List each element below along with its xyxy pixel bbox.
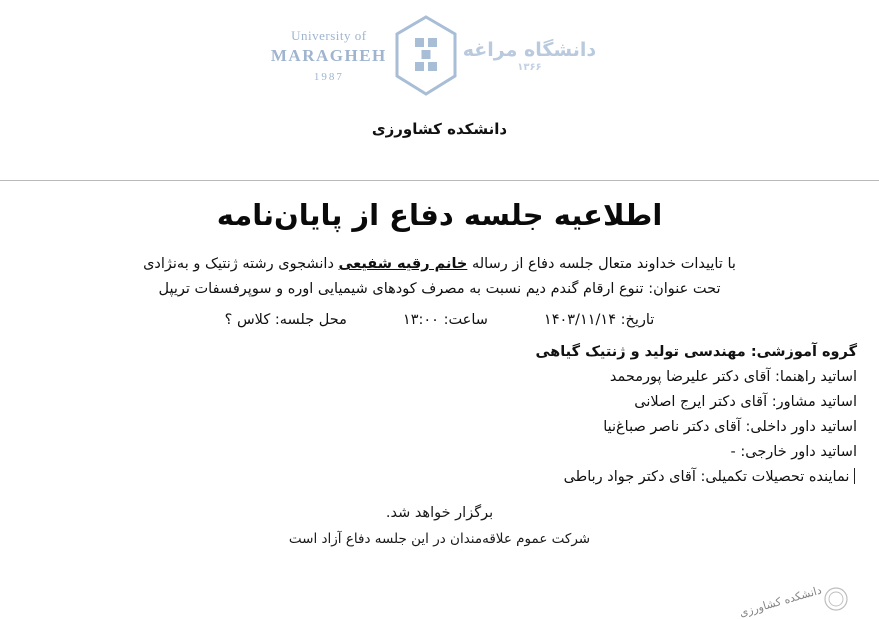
footer-watermark: دانشکده کشاورزی <box>737 583 824 619</box>
closing-line-1: برگزار خواهد شد. <box>385 505 494 521</box>
detail-label: اساتید داور خارجی: <box>740 444 857 460</box>
detail-row <box>22 465 857 490</box>
closing-line-2: شرکت عموم علاقه‌مندان در این جلسه دفاع آزاد است <box>288 531 591 547</box>
meta-date <box>544 306 654 334</box>
session-meta <box>22 306 857 334</box>
logo-english-line1: University of <box>291 28 367 44</box>
document-body <box>22 252 857 552</box>
detail-row <box>22 365 857 390</box>
thesis-line <box>22 277 857 302</box>
detail-value: - <box>730 444 736 460</box>
time-value: ۱۳:۰۰ <box>402 312 439 328</box>
logo-persian-text <box>463 39 596 73</box>
date-value: ۱۴۰۳/۱۱/۱۴ <box>543 312 616 328</box>
meta-place <box>225 306 347 334</box>
time-label: ساعت: <box>443 312 488 328</box>
date-label: تاریخ: <box>620 312 655 328</box>
detail-label: اساتید راهنما: <box>775 369 857 385</box>
details-list <box>22 340 857 490</box>
detail-label: نماینده تحصیلات تکمیلی: <box>700 469 850 485</box>
thesis-label: تحت عنوان: <box>648 281 721 297</box>
place-label: محل جلسه: <box>274 312 347 328</box>
text-cursor <box>854 468 855 484</box>
detail-label: اساتید مشاور: <box>771 394 857 410</box>
stamp-icon <box>823 586 849 612</box>
detail-row <box>22 440 857 465</box>
logo-english-year: 1987 <box>313 70 344 83</box>
page-title: اطلاعیه جلسه دفاع از پایان‌نامه <box>216 198 663 232</box>
thesis-title: تنوع ارقام گندم دیم نسبت به مصرف کودهای شیمیایی اوره و سوپرفسفات تریپل <box>158 281 644 297</box>
meta-time <box>403 306 488 334</box>
university-logo <box>0 6 879 106</box>
logo-english-line2: MARAGHEH <box>270 45 387 65</box>
place-value: کلاس ؟ <box>224 312 271 328</box>
detail-value: آقای دکتر علیرضا پورمحمد <box>609 369 771 385</box>
detail-label: گروه آموزشی: <box>750 344 857 360</box>
detail-row <box>22 415 857 440</box>
closing-block <box>22 500 857 552</box>
detail-row <box>22 340 857 365</box>
intro-middle: دانشجوی رشته ژنتیک و به‌نژادی <box>143 256 334 272</box>
logo-persian-name: دانشگاه مراغه <box>462 39 597 61</box>
university-crest-icon <box>393 14 459 98</box>
detail-value: مهندسی تولید و ژنتیک گیاهی <box>535 344 746 360</box>
detail-value: آقای دکتر جواد رباطی <box>563 469 696 485</box>
detail-value: آقای دکتر ناصر صباغ‌نیا <box>603 419 741 435</box>
intro-prefix: با تاییدات خداوند متعال جلسه دفاع از رساله <box>471 256 736 272</box>
logo-english-text <box>271 27 387 84</box>
student-name: خانم رقیه شفیعی <box>338 256 468 272</box>
detail-label: اساتید داور داخلی: <box>745 419 857 435</box>
detail-row <box>22 390 857 415</box>
faculty-name: دانشکده کشاورزی <box>371 120 508 138</box>
logo-persian-year: ۱۳۶۶ <box>517 62 542 73</box>
detail-value: آقای دکتر ایرج اصلانی <box>634 394 768 410</box>
intro-line <box>22 252 857 277</box>
header-divider <box>0 180 879 181</box>
